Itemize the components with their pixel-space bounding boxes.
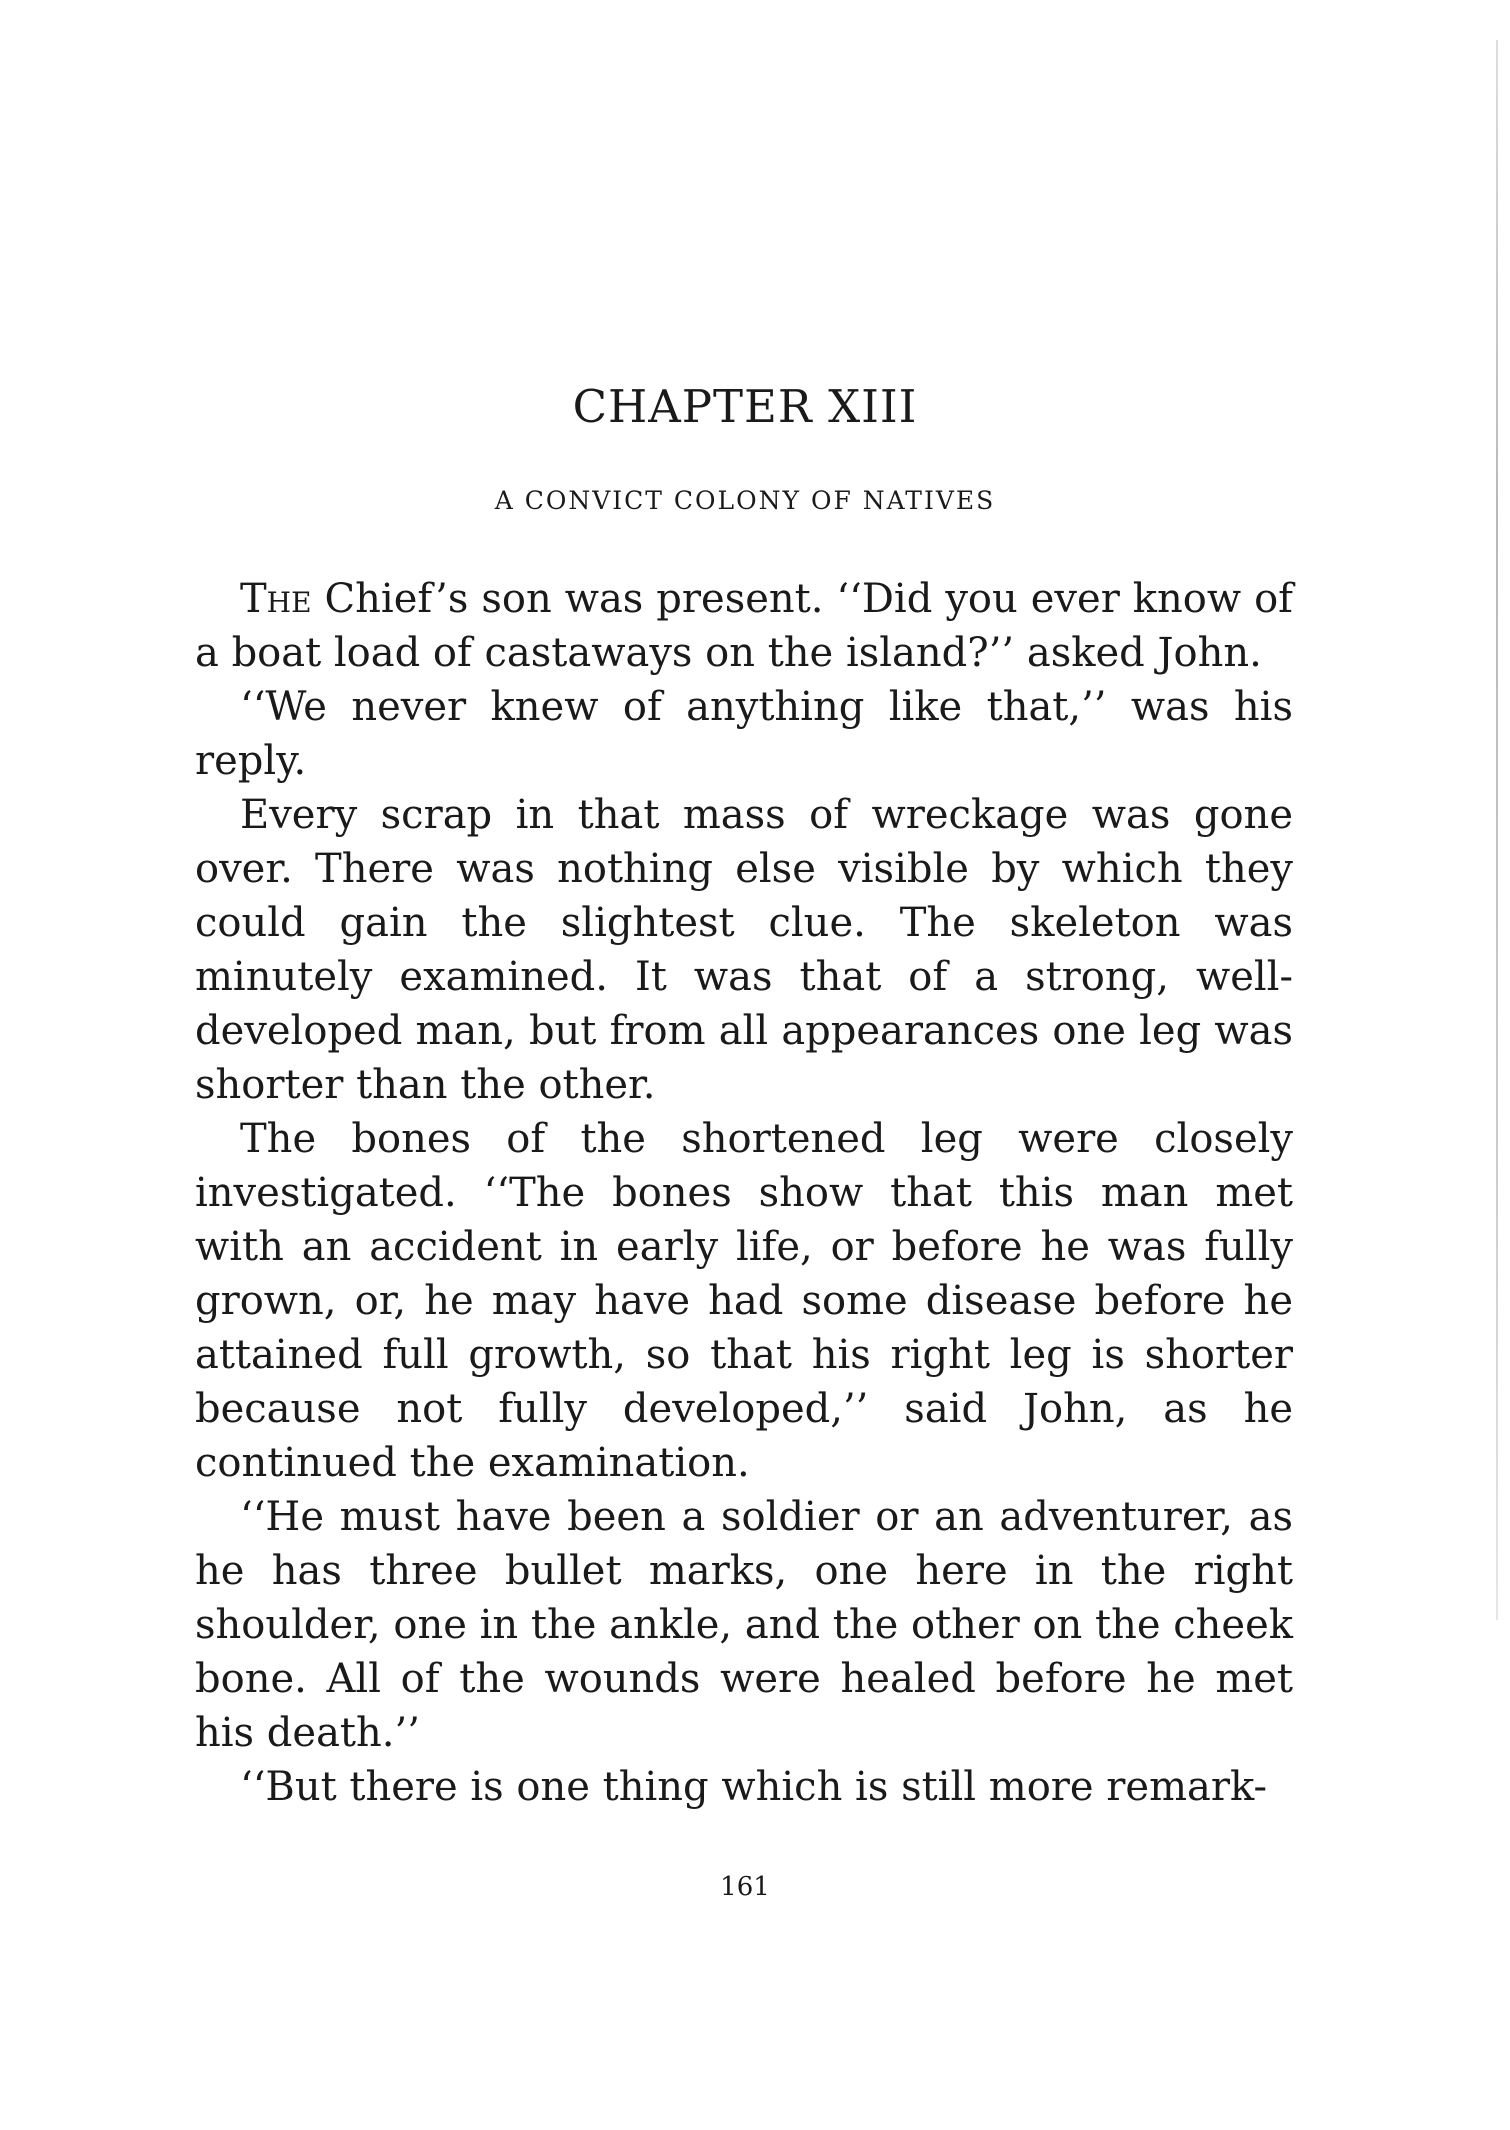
paragraph-3: Every scrap in that mass of wreckage was gone over. There was nothing else visible by which they could gain the slightest clue. The skeleton was minutely examined. It was that of a strong, well-developed man, but from all appearances one leg was shorter than the other. [195, 792, 1293, 1108]
paragraph-1 [195, 572, 1293, 680]
page-edge-shadow [1496, 40, 1498, 1620]
paragraph-6: ‘‘But there is one thing which is still more remark- [240, 1764, 1268, 1810]
paragraph-lead-word: The [240, 576, 312, 622]
page-number: 161 [720, 1872, 770, 1902]
chapter-title: CHAPTER XIII [572, 380, 918, 433]
paragraph-2: ‘‘We never knew of anything like that,’’ was his reply. [195, 684, 1293, 784]
paragraph-text: Chief’s son was present. ‘‘Did you ever know of a boat load of castaways on the island?’’ asked John. [195, 576, 1293, 676]
paragraph-4: The bones of the shortened leg were closely investigated. ‘‘The bones show that this man met with an accident in early life, or before he was fully grown, or, he may have had some disease before he attained full growth, so that his right leg is shorter because not fully developed,’’ said John, as he continued the examination. [195, 1116, 1293, 1486]
paragraph-5: ‘‘He must have been a soldier or an adventurer, as he has three bullet marks, one here in the right shoulder, one in the ankle, and the other on the cheek bone. All of the wounds were healed before he met his death.’’ [195, 1494, 1293, 1756]
chapter-body [195, 572, 1293, 1814]
chapter-subtitle: A CONVICT COLONY OF NATIVES [494, 486, 996, 515]
